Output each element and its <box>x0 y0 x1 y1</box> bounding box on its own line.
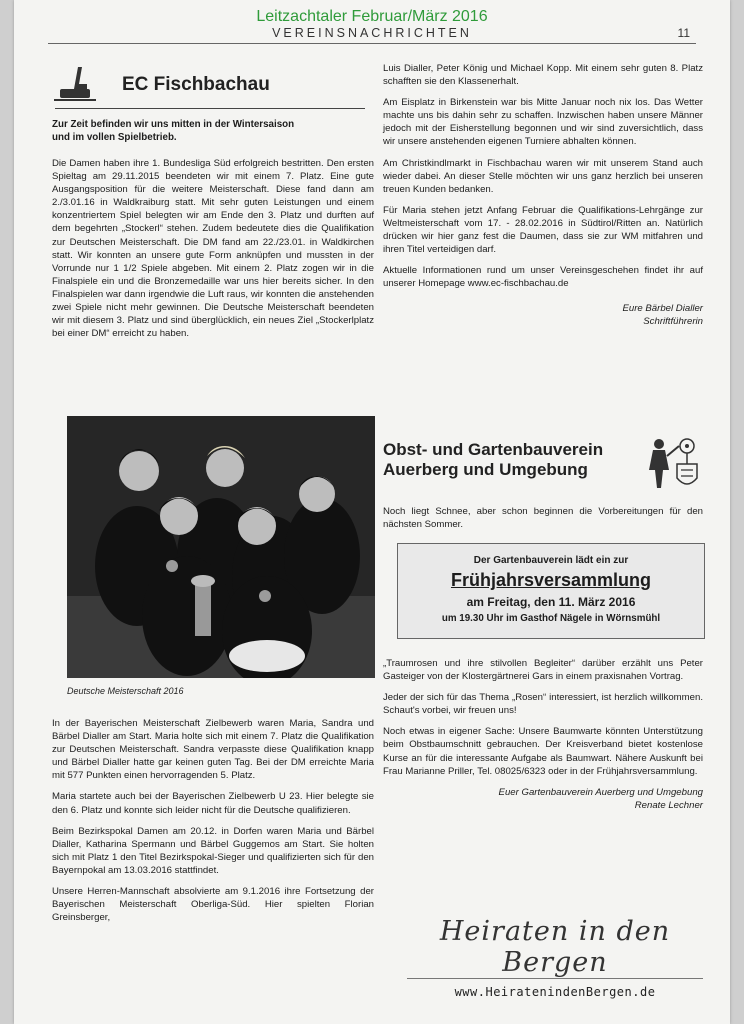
ec-column-bottom <box>52 717 374 932</box>
ad-script-title: Heiraten in den Bergen <box>439 916 671 978</box>
garden-header <box>383 440 703 480</box>
magazine-page <box>14 0 730 1024</box>
header-divider <box>48 43 696 44</box>
ec-paragraph: Am Christkindlmarkt in Fischbachau waren wir mit unserem Stand auch wieder dabei. An dieser Stelle möchten wir uns ganz herzlich bei unseren treuen Kunden bedanken. <box>383 157 703 195</box>
ec-signature-name: Eure Bärbel Dialler <box>622 303 703 315</box>
garden-paragraph: „Traumrosen und ihre stilvollen Begleiter“ darüber erzählt uns Peter Gasteiger von der Klostergärtnerei Gars in einem praxisnahen Vortrag. <box>383 658 703 683</box>
ec-column-top <box>52 118 374 348</box>
curling-stock-icon <box>52 64 98 106</box>
garden-intro: Noch liegt Schnee, aber schon beginnen die Vorbereitungen für den nächsten Sommer. <box>383 506 703 531</box>
invitation-box <box>397 543 705 639</box>
garden-paragraph: Jeder der sich für das Thema „Rosen“ interessiert, ist herzlich willkommen. Schaut's vorbei, wir freuen uns! <box>383 692 703 717</box>
garden-signature-club: Euer Gartenbauverein Auerberg und Umgebung <box>498 786 703 798</box>
ec-lead-1: Zur Zeit befinden wir uns mitten in der Wintersaison <box>52 119 295 130</box>
ec-paragraph: Beim Bezirkspokal Damen am 20.12. in Dorfen waren Maria und Bärbel Dialler, Katharina Spermann und Bärbel Guggemos am Start. Sie holten sich mit Platz 1 den Titel Bezirkspokal-Sieger und qualifizierten sich für den Bayernpokal am 13.03.2016 stattfindet. <box>52 825 374 876</box>
ec-paragraph: Am Eisplatz in Birkenstein war bis Mitte Januar noch nix los. Das Wetter machte uns bis dahin sehr zu schaffen. Inzwischen haben unsere Männer jedoch mit der Eisherstellung begonnen und wir sind zuversichtlich, dass wir unsere anstehenden eigenen Turniere abhalten können. <box>383 97 703 148</box>
ec-signature-role: Schriftführerin <box>643 316 703 328</box>
garden-title-line1: Obst- und Gartenbauverein <box>383 440 604 459</box>
ec-paragraph: Maria startete auch bei der Bayerischen Zielbewerb U 23. Hier belegte sie den 6. Platz und konnte sich leider nicht für die Deutsche qualifizieren. <box>52 791 374 816</box>
ec-title-rule <box>55 108 365 109</box>
ec-paragraph: Unsere Herren-Mannschaft absolvierte am 9.1.2016 ihre Fortsetzung der Bayerischen Meisterschaft Oberliga-Süd. Hier spielten Florian Greinsberger, <box>52 886 374 924</box>
team-photo <box>67 416 375 678</box>
garden-column <box>383 657 703 812</box>
invitation-date: am Freitag, den 11. März 2016 <box>466 595 636 609</box>
garden-signature-name: Renate Lechner <box>634 799 703 811</box>
team-photo-image <box>67 416 375 678</box>
garden-title-line2: Auerberg und Umgebung <box>383 460 588 479</box>
section-title: VEREINSNACHRICHTEN <box>272 26 472 40</box>
page-number: 11 <box>677 26 690 40</box>
invitation-line-1: Der Gartenbauverein lädt ein zur <box>473 555 629 566</box>
ec-title: EC Fischbachau <box>122 74 270 95</box>
gardener-coat-of-arms-icon <box>643 436 705 494</box>
ec-lead-2: und im vollen Spielbetrieb. <box>52 132 177 143</box>
invitation-time-place: um 19.30 Uhr im Gasthof Nägele in Wörnsmühl <box>441 613 661 624</box>
ec-paragraph: Für Maria stehen jetzt Anfang Februar die Qualifikations-Lehrgänge zur Weltmeisterschaft vom 17. - 28.02.2016 in Südtirol/Ritten an. Natürlich drücken wir hier ganz fest die Daumen, dass sie zur WM mitfahren und ihren Titel verteidigen darf. <box>383 204 703 256</box>
ec-paragraph: Aktuelle Informationen rund um unser Vereinsgeschehen findet ihr auf unserer Homepage www.ec-fischbachau.de <box>383 265 703 290</box>
ad-url: www.HeiratenindenBergen.de <box>454 985 656 999</box>
magazine-title: Leitzachtaler Februar/März 2016 <box>256 8 488 25</box>
photo-caption: Deutsche Meisterschaft 2016 <box>67 686 184 696</box>
invitation-title: Frühjahrsversammlung <box>450 570 652 590</box>
garden-intro-block <box>383 505 703 539</box>
garden-paragraph: Noch etwas in eigener Sache: Unsere Baumwarte könnten Unterstützung beim Obstbaumschnitt gebrauchen. Der Kreisverband bietet kostenlose Kurse an für die interessante Aufgabe als Baumwart. Nähere Auskunft bei Frau Marianne Priller, Tel. 08025/6323 oder in der Frühjahrsversammlung. <box>383 726 703 777</box>
ec-column-right <box>383 62 703 328</box>
ec-paragraph: Luis Dialler, Peter König und Michael Kopp. Mit einem sehr guten 8. Platz schafften sie den Klassenerhalt. <box>383 63 703 88</box>
ec-paragraph: Die Damen haben ihre 1. Bundesliga Süd erfolgreich bestritten. Den ersten Spieltag am 29.11.2015 beendeten wir mit einem 7. Platz. Eine gute Ausgangsposition für die weitere Meisterschaft. Diese fand dann am 2./3.01.16 in Waldkraiburg statt. Mit sehr guten Leistungen und einem konzentriertem Spiel belegten wir am Ende den 3. Platz und durften auf dem begehrten „Stockerl“ stehen. Zudem bedeutete dies die Qualifikation zur Deutschen Meisterschaft. Die DM fand am 22./23.01. in Waldkirchen statt. Wir konnten an unsere gute Form anknüpfen und mussten in der Vorrunde nur 1 1/2 Spiele abgeben. Mit einem 2. Platz zogen wir in die Finalspiele ein und die Bronzemedaille war uns hier bereits sicher. In den Finalspielen war dann irgendwie die Luft raus, wir konnten die anstehenden zwei Spiele nicht mehr gewinnen. Die Deutsche Meisterschaft beendeten wir mit diesem 3. Platz und sind überglücklich, ein neues Ziel „Stockerlplatz bei einer DM“ erreicht zu haben. <box>52 158 374 340</box>
ec-paragraph: In der Bayerischen Meisterschaft Zielbewerb waren Maria, Sandra und Bärbel Dialler am Start. Maria holte sich mit einem 7. Platz die Qualifikation zur Deutschen Meisterschaft. Sandra verpasste diese Qualifikation knapp und Bärbel Dialler hatte gar keinen guten Tag. Bei der DM erreichte Maria mit 577 Punkten einen hervorragenden 5. Platz. <box>52 718 374 782</box>
ad-divider <box>407 978 703 979</box>
wedding-advertisement <box>399 900 711 999</box>
